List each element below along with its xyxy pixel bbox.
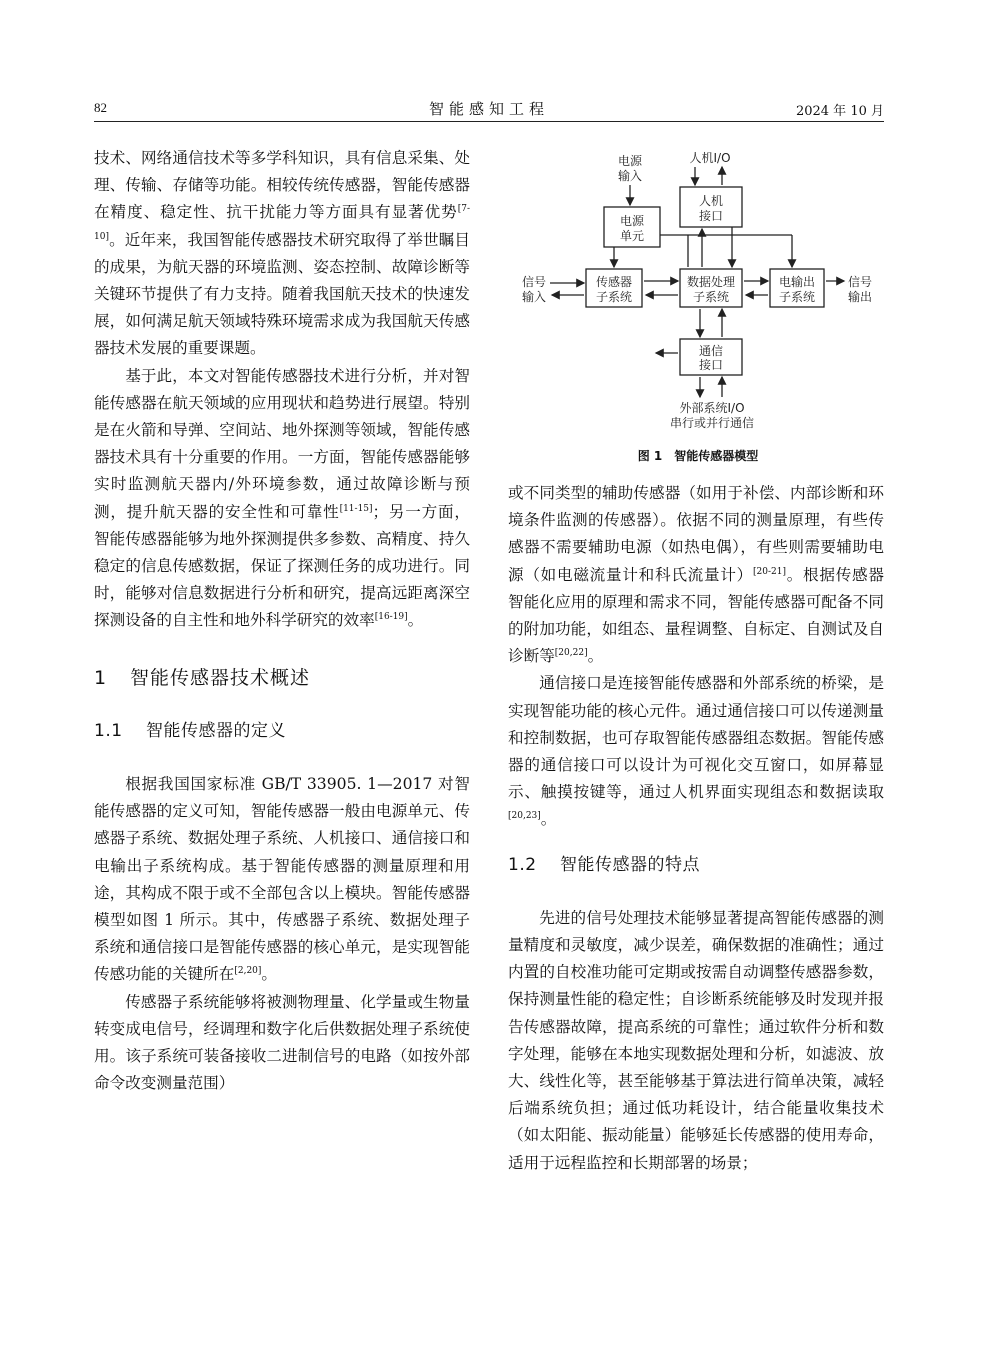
figure-1	[510, 145, 886, 475]
svg-text:输入: 输入	[617, 169, 643, 183]
running-header	[94, 98, 884, 120]
paragraph: 先进的信号处理技术能够显著提高智能传感器的测量精度和灵敏度，减少误差，确保数据的准确性；通过内置的自校准功能可定期或按需自动调整传感器参数，保持测量性能的稳定性；自诊断系统能够及时发现并报告传感器故障，提高系统的可靠性；通过软件分析和数字处理，能够在本地实现数据处理和分析，如滤波、放大、线性化等，甚至能够基于算法进行简单决策，减轻后端系统负担；通过低功耗设计，结合能量收集技术（如太阳能、振动能量）能够延长传感器的使用寿命，适用于远程监控和长期部署的场景；	[508, 908, 884, 1172]
power-input-label: 电源	[617, 154, 643, 168]
signal-input-label: 信号	[521, 275, 547, 289]
issue-date: 2024 年 10 月	[795, 104, 884, 119]
citation[interactable]: [16-19]	[374, 612, 408, 623]
signal-output-label: 信号	[847, 275, 873, 289]
svg-text:子系统: 子系统	[778, 290, 816, 304]
paragraph: 根据我国国家标准 GB/T 33905. 1—2017 对智能传感器的定义可知，智能传感器一般由电源单元、传感器子系统、数据处理子系统、人机接口、通信接口和电输出子系统构成。基于智能传感器的测量原理和用途，其构成不限于或不全部包含以上模块。智能传感器模型如图 1 所示。其中，传感器子系统、数据处理子系统和通信接口是智能传感器的核心单元，是实现智能传感功能的关键所在[2,20]。	[94, 775, 470, 984]
out-box-label: 电输出	[778, 275, 816, 289]
journal-title: 智能感知工程	[428, 100, 549, 118]
hmi-io-label: 人机I/O	[689, 151, 731, 165]
ext-io-label: 外部系统I/O	[679, 401, 745, 415]
left-column	[94, 145, 470, 1098]
subsection-heading: 1.2 智能传感器的特点	[508, 854, 700, 875]
paragraph: 通信接口是连接智能传感器和外部系统的桥梁，是实现智能功能的核心元件。通过通信接口可以传递测量和控制数据，也可存取智能传感器组态数据。智能传感器的通信接口可以设计为可视化交互窗口，如屏幕显示、触摸按键等，通过人机界面实现组态和数据读取[20,23]。	[508, 674, 884, 829]
paragraph: 或不同类型的辅助传感器（如用于补偿、内部诊断和环境条件监测的传感器）。依据不同的测量原理，有些传感器不需要辅助电源（如热电偶），有些则需要辅助电源（如电磁流量计和科氏流量计）[20-21]。根据传感器智能化应用的原理和需求不同，智能传感器可配备不同的附加功能，如组态、量程调整、自标定、自测试及自诊断等[20,22]。	[508, 484, 884, 666]
figure-caption: 图 1 智能传感器模型	[637, 449, 759, 463]
svg-text:接口: 接口	[698, 358, 724, 372]
paragraph: 传感器子系统能够将被测物理量、化学量或生物量转变成电信号，经调理和数字化后供数据处理子系统使用。该子系统可装备接收二进制信号的电路（如按外部命令改变测量范围）	[94, 992, 470, 1093]
citation[interactable]: [7-10]	[94, 204, 470, 242]
svg-text:输入: 输入	[521, 290, 547, 304]
power-box-label: 电源	[619, 214, 645, 228]
citation[interactable]: [20,22]	[554, 648, 588, 659]
sensor-box-label: 传感器	[595, 275, 633, 289]
citation[interactable]: [20-21]	[753, 566, 786, 577]
svg-text:子系统: 子系统	[692, 290, 730, 304]
dp-box-label: 数据处理	[686, 275, 736, 289]
header-rule	[94, 121, 884, 122]
svg-text:子系统: 子系统	[595, 290, 633, 304]
citation[interactable]: [11-15]	[339, 503, 373, 514]
svg-text:输出: 输出	[847, 290, 873, 304]
right-column	[508, 480, 884, 1177]
hmi-box-label: 人机	[698, 194, 724, 208]
citation[interactable]: [20,23]	[508, 811, 541, 822]
section-heading: 1 智能传感器技术概述	[94, 666, 311, 689]
citation[interactable]: [2,20]	[234, 966, 262, 977]
comm-box-label: 通信	[698, 344, 724, 358]
sensor-model-diagram	[510, 145, 886, 445]
subsection-heading: 1.1 智能传感器的定义	[94, 720, 286, 741]
svg-text:串行或并行通信: 串行或并行通信	[669, 416, 755, 430]
paragraph: 技术、网络通信技术等多学科知识，具有信息采集、处理、传输、存储等功能。相较传统传感器，智能传感器在精度、稳定性、抗干扰能力等方面具有显著优势[7-10]。近年来，我国智能传感器技术研究取得了举世瞩目的成果，为航天器的环境监测、姿态控制、故障诊断等关键环节提供了有力支持。随着我国航天技术的快速发展，如何满足航天领域特殊环境需求成为我国航天传感器技术发展的重要课题。	[94, 149, 470, 358]
svg-text:接口: 接口	[698, 209, 724, 223]
svg-text:单元: 单元	[619, 229, 645, 243]
page-number: 82	[94, 100, 107, 115]
paragraph: 基于此，本文对智能传感器技术进行分析，并对智能传感器在航天领域的应用现状和趋势进行展望。特别是在火箭和导弹、空间站、地外探测等领域，智能传感器技术具有十分重要的作用。一方面，智能传感器能够实时监测航天器内/外环境参数，通过故障诊断与预测，提升航天器的安全性和可靠性[11-15]；另一方面，智能传感器能够为地外探测提供多参数、高精度、持久稳定的信息传感数据，保证了探测任务的成功进行。同时，能够对信息数据进行分析和研究，提高远距离深空探测设备的自主性和地外科学研究的效率[16-19]。	[94, 366, 470, 630]
